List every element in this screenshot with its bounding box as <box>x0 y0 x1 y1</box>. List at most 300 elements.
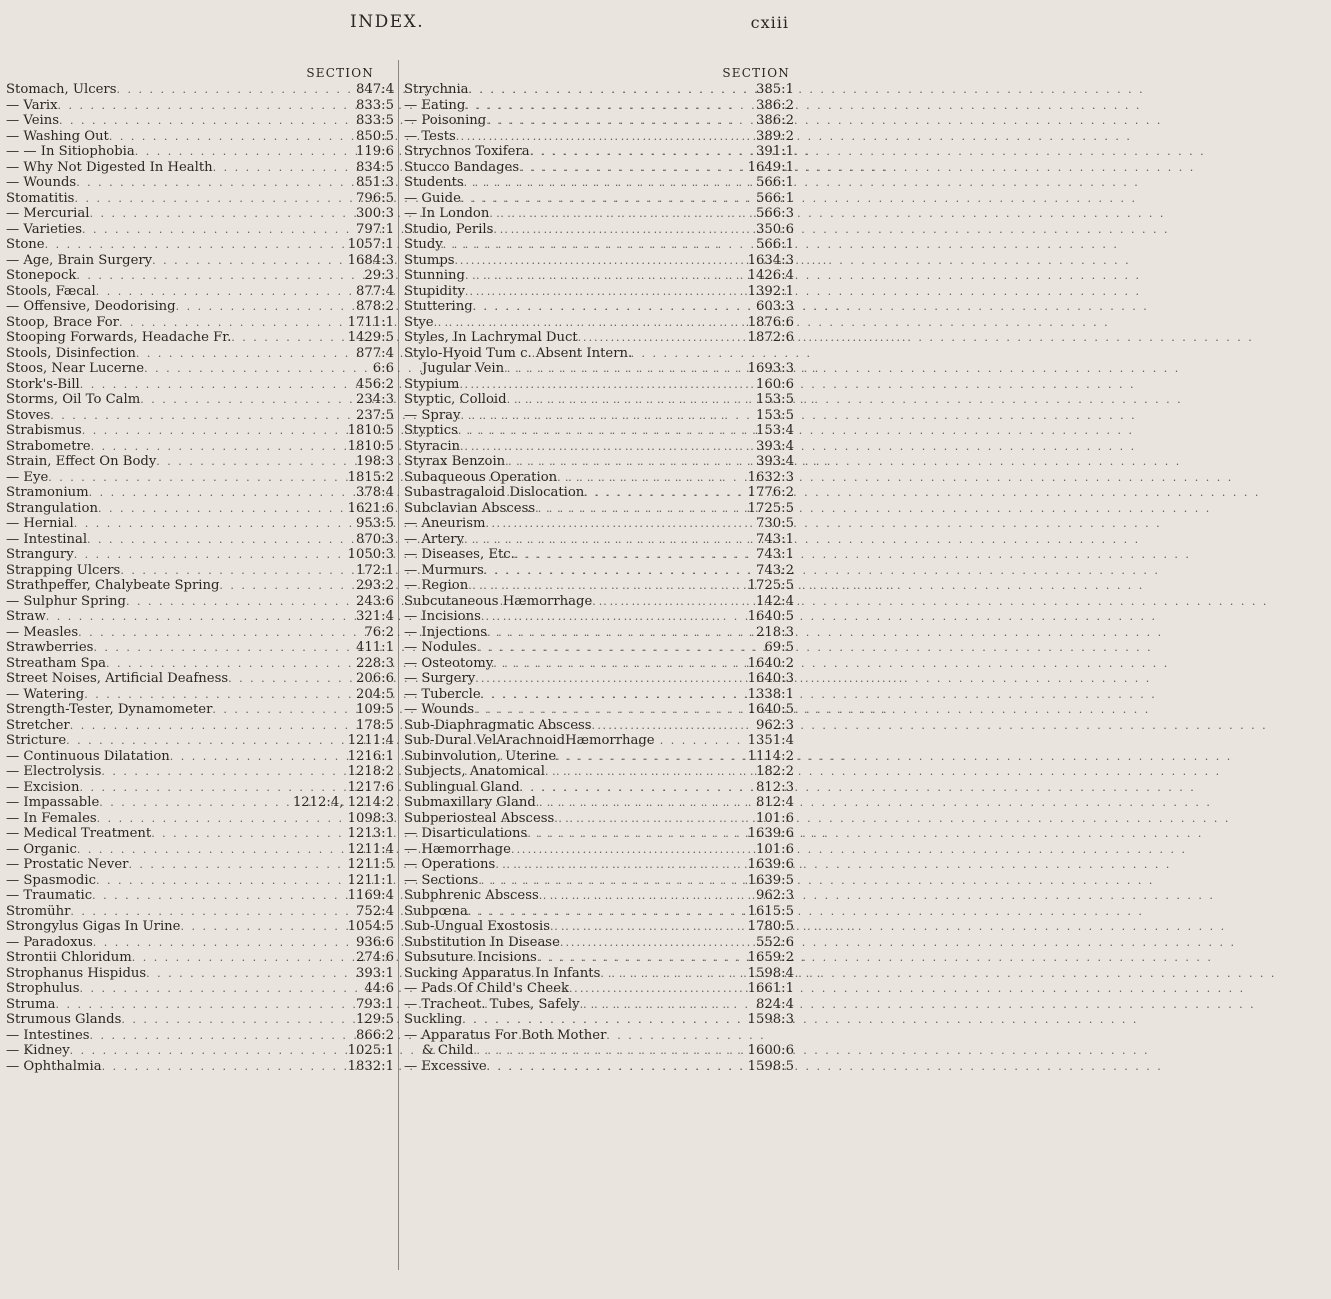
index-entry <box>404 826 794 842</box>
dot-leader <box>592 594 752 610</box>
section-reference: 321:4 <box>355 609 394 624</box>
index-entry <box>6 687 394 703</box>
index-term: Subclavian Abscess <box>404 500 536 516</box>
index-term: — Artery <box>404 531 465 547</box>
dot-leader <box>212 702 352 718</box>
section-reference: 936:6 <box>355 934 394 950</box>
section-reference: 552:6 <box>755 934 794 950</box>
dot-leader <box>475 671 743 687</box>
index-term: — Diseases, Etc. <box>404 547 515 562</box>
right-column <box>404 64 794 1074</box>
dot-leader <box>98 501 344 517</box>
index-entry <box>6 1059 394 1075</box>
section-reference: 243:6 <box>355 593 394 609</box>
index-entry <box>6 857 394 873</box>
index-term: Streatham Spa <box>6 655 106 671</box>
section-reference: 29:3 <box>364 268 394 283</box>
index-entry <box>6 609 394 625</box>
right-entries <box>404 82 794 1074</box>
section-reference: 793:1 <box>355 996 394 1012</box>
section-reference: 1351:4 <box>747 733 794 748</box>
section-reference: 962:3 <box>755 888 794 903</box>
dot-leader <box>74 516 352 532</box>
section-reference: 1810:5 <box>347 423 394 438</box>
section-reference: 730:5 <box>755 516 794 531</box>
index-entry <box>404 671 794 687</box>
dot-leader <box>70 904 352 920</box>
index-entry <box>6 904 394 920</box>
section-reference: 456:2 <box>355 376 394 392</box>
index-term: — Excision <box>6 779 80 795</box>
dot-leader <box>59 113 352 129</box>
section-reference: 206:6 <box>355 671 394 686</box>
dot-leader <box>117 82 352 98</box>
index-term: — Impassable <box>6 795 100 810</box>
index-entry <box>404 268 794 284</box>
dot-leader <box>464 175 752 191</box>
section-reference: 834:5 <box>355 159 394 175</box>
dot-leader <box>493 222 752 238</box>
index-entry <box>6 330 394 346</box>
index-entry <box>6 826 394 842</box>
dot-leader <box>170 749 344 765</box>
section-reference: 877:4 <box>355 283 394 299</box>
left-entries <box>6 82 394 1074</box>
dot-leader <box>231 330 343 346</box>
dot-leader <box>557 470 743 486</box>
section-reference: 851:3 <box>355 175 394 190</box>
section-reference: 962:3 <box>755 717 794 733</box>
section-reference: 833:5 <box>355 113 394 128</box>
dot-leader <box>535 501 743 517</box>
dot-leader <box>545 764 752 780</box>
index-term: — Tests <box>404 128 456 144</box>
index-entry <box>404 408 794 424</box>
section-reference: 1872:6 <box>747 330 794 345</box>
index-term: — Kidney <box>6 1043 70 1058</box>
index-term: — Nodules <box>404 640 477 655</box>
section-reference: 6:6 <box>372 361 394 376</box>
dot-leader <box>465 268 744 284</box>
section-reference: 1876:6 <box>747 314 794 330</box>
section-reference: 172:1 <box>355 562 394 578</box>
index-entry <box>404 966 794 982</box>
dot-leader <box>460 408 752 424</box>
dot-leader <box>481 687 744 703</box>
section-reference: 1050:3 <box>347 547 394 562</box>
dot-leader <box>443 237 752 253</box>
section-reference: 182:2 <box>755 764 794 779</box>
index-term: — Eye <box>6 469 49 485</box>
section-reference: 796:5 <box>355 190 394 206</box>
dot-leader <box>507 392 752 408</box>
dot-leader <box>580 997 752 1013</box>
dot-leader <box>66 733 343 749</box>
index-entry <box>6 144 394 160</box>
dot-leader <box>458 423 752 439</box>
index-term: Stuttering <box>404 299 473 314</box>
dot-leader <box>97 811 344 827</box>
section-reference: 274:6 <box>355 950 394 965</box>
index-entry <box>404 191 794 207</box>
section-reference: 1640:3 <box>747 671 794 686</box>
index-term: — Medical Treatment <box>6 826 152 841</box>
index-entry <box>404 702 794 718</box>
dot-leader <box>486 113 752 129</box>
section-reference: 1338:1 <box>747 686 794 702</box>
dot-leader <box>126 594 352 610</box>
index-entry <box>404 935 794 951</box>
section-reference: 142:4 <box>755 593 794 609</box>
index-term: Subaqueous Operation <box>404 469 558 485</box>
index-term: Strychnos Toxifera <box>404 144 530 159</box>
section-reference: 1634:3 <box>747 252 794 268</box>
dot-leader <box>74 547 344 563</box>
index-term: — Watering <box>6 686 85 702</box>
index-entry <box>404 687 794 703</box>
section-reference: 411:1 <box>355 640 394 655</box>
section-reference: 1621:6 <box>347 500 394 516</box>
index-term: — Why Not Digested In Health <box>6 159 213 175</box>
dot-leader <box>468 578 743 594</box>
dot-leader <box>128 857 343 873</box>
section-reference: 1025:1 <box>347 1043 394 1058</box>
section-reference: 850:5 <box>355 128 394 144</box>
dot-leader <box>495 857 743 873</box>
dot-leader <box>213 160 352 176</box>
index-term: Study <box>404 237 443 252</box>
section-reference: 566:1 <box>755 175 794 190</box>
index-term: — Organic <box>6 841 77 857</box>
index-term: Sub-Diaphragmatic Abscess <box>404 717 592 733</box>
index-entry <box>6 315 394 331</box>
section-reference: 1218:2 <box>347 764 394 779</box>
section-reference: 198:3 <box>355 454 394 469</box>
index-entry <box>6 547 394 563</box>
index-entry <box>6 423 394 439</box>
section-reference: 1815:2 <box>347 469 394 485</box>
index-term: Stromühr <box>6 903 71 919</box>
index-term: Submaxillary Gland <box>404 795 536 810</box>
dot-leader <box>152 253 343 269</box>
dot-leader <box>109 129 352 145</box>
index-entry <box>6 113 394 129</box>
section-reference: 1632:3 <box>747 469 794 485</box>
dot-leader <box>537 950 744 966</box>
section-reference: 1211:4 <box>347 841 394 857</box>
index-entry <box>404 222 794 238</box>
index-term: — Mercurial <box>6 206 90 221</box>
index-term: — Age, Brain Surgery <box>6 252 153 268</box>
index-term: — Surgery <box>404 671 476 686</box>
index-entry <box>404 1012 794 1028</box>
dot-leader <box>505 454 752 470</box>
index-term: — Varix <box>6 97 58 113</box>
index-term: Storms, Oil To Calm <box>6 392 141 407</box>
index-entry <box>404 578 794 594</box>
index-term: Strapping Ulcers <box>6 562 121 578</box>
dot-leader <box>176 299 352 315</box>
index-term: — Spray <box>404 407 461 423</box>
section-reference: 204:5 <box>355 686 394 702</box>
index-term: Subpœna <box>404 903 468 919</box>
index-term: Subjects, Anatomical <box>404 764 546 779</box>
index-entry <box>404 98 794 114</box>
index-term: — In London <box>404 206 490 221</box>
section-reference: 389:2 <box>755 128 794 144</box>
section-reference: 178:5 <box>355 717 394 733</box>
index-term: Stupidity <box>404 283 465 299</box>
left-column <box>6 64 394 1074</box>
section-reference: 953:5 <box>355 516 394 531</box>
section-reference: 1640:2 <box>747 655 794 671</box>
index-entry <box>6 485 394 501</box>
index-entry <box>6 1043 394 1059</box>
index-entry <box>6 175 394 191</box>
index-term: Strawberries <box>6 640 94 655</box>
index-entry <box>404 82 794 98</box>
index-term: Subsuture Incisions <box>404 950 537 965</box>
index-term: — Osteotomy <box>404 655 494 671</box>
index-entry <box>6 950 394 966</box>
index-entry <box>404 361 794 377</box>
index-entry <box>404 640 794 656</box>
index-term: Stramonium <box>6 485 89 500</box>
dot-leader <box>58 98 352 114</box>
dot-leader <box>434 315 744 331</box>
section-reference: 1661:1 <box>747 981 794 996</box>
index-term: Stomatitis <box>6 190 75 206</box>
index-term: — Poisoning <box>404 113 487 128</box>
index-term: — Guide <box>404 190 461 206</box>
index-entry <box>404 439 794 455</box>
index-term: Stools, Disinfection <box>6 345 136 361</box>
section-reference: 1693:3 <box>747 361 794 376</box>
index-entry <box>6 346 394 362</box>
index-entry <box>6 516 394 532</box>
section-reference: 1639:6 <box>747 857 794 872</box>
index-entry <box>404 888 794 904</box>
index-term: Sub-Dural VelArachnoidHæmorrhage <box>404 733 655 748</box>
section-reference: 101:6 <box>755 810 794 826</box>
index-entry <box>6 206 394 222</box>
index-term: Strongylus Gigas In Urine <box>6 919 181 934</box>
index-term: — Eating <box>404 97 466 113</box>
index-entry <box>6 501 394 517</box>
dot-leader <box>511 842 752 858</box>
dot-leader <box>102 1059 344 1075</box>
index-entry <box>404 330 794 346</box>
index-term: Suckling <box>404 1012 463 1027</box>
section-reference: 153:5 <box>755 392 794 407</box>
index-entry <box>404 501 794 517</box>
section-reference: 1057:1 <box>347 237 394 252</box>
index-term: Strain, Effect On Body <box>6 454 157 469</box>
dot-leader <box>101 764 343 780</box>
index-term: Substitution In Disease <box>404 934 560 950</box>
index-term: Styles, In Lachrymal Duct <box>404 330 578 345</box>
index-term: Strabometre <box>6 438 91 454</box>
dot-leader <box>520 780 752 796</box>
section-column-label: SECTION <box>722 66 790 80</box>
section-reference: 1212:4, 1214:2 <box>292 795 394 810</box>
section-reference: 866:2 <box>355 1027 394 1043</box>
index-entry <box>404 749 794 765</box>
section-reference: 566:1 <box>755 237 794 252</box>
index-entry <box>404 237 794 253</box>
index-entry <box>404 1028 794 1044</box>
index-term: Stumps <box>404 252 455 268</box>
dot-leader <box>93 935 352 951</box>
dot-leader <box>76 268 360 284</box>
running-title: INDEX. <box>350 12 425 32</box>
dot-leader <box>121 1012 352 1028</box>
section-reference: 833:5 <box>355 97 394 113</box>
index-entry <box>404 873 794 889</box>
index-entry <box>404 764 794 780</box>
index-entry <box>404 997 794 1013</box>
dot-leader <box>460 439 752 455</box>
section-reference: 129:5 <box>355 1012 394 1027</box>
dot-leader <box>592 718 752 734</box>
index-entry <box>404 950 794 966</box>
section-reference: 1098:3 <box>347 810 394 826</box>
index-entry <box>6 191 394 207</box>
section-reference: 101:6 <box>755 841 794 857</box>
index-entry <box>404 470 794 486</box>
index-entry <box>6 625 394 641</box>
dot-leader <box>50 408 352 424</box>
index-term: — Murmurs <box>404 562 484 578</box>
dot-leader <box>515 547 752 563</box>
page-number: cxiii <box>750 13 789 32</box>
dot-leader <box>87 532 352 548</box>
section-reference: 1639:6 <box>747 826 794 841</box>
index-entry <box>6 718 394 734</box>
section-reference: 1429:5 <box>347 330 394 345</box>
section-reference: 847:4 <box>355 82 394 97</box>
index-entry <box>6 764 394 780</box>
index-entry <box>6 284 394 300</box>
dot-leader <box>77 842 344 858</box>
index-term: — In Females <box>6 810 97 826</box>
dot-leader <box>78 625 360 641</box>
section-reference: 69:5 <box>764 640 794 655</box>
dot-leader <box>456 129 752 145</box>
index-term: Struma <box>6 996 56 1012</box>
dot-leader <box>569 981 744 997</box>
section-reference: 76:2 <box>364 624 394 640</box>
section-reference: 234:3 <box>355 392 394 407</box>
section-reference: 1114:2 <box>747 748 794 764</box>
index-entry <box>6 919 394 935</box>
index-term: Subastragaloid Dislocation <box>404 485 585 500</box>
index-term: Stoves <box>6 407 51 423</box>
index-term: Sublingual Gland <box>404 779 520 795</box>
index-entry <box>6 888 394 904</box>
section-reference: 386:2 <box>755 97 794 113</box>
index-term: — Wounds <box>6 175 77 190</box>
index-term: — Continuous Dilatation <box>6 748 170 764</box>
index-term: — Intestines <box>6 1027 90 1043</box>
index-term: Styptics <box>404 423 458 438</box>
dot-leader <box>144 361 369 377</box>
index-entry <box>404 377 794 393</box>
index-entry <box>6 780 394 796</box>
section-reference: 566:3 <box>755 206 794 221</box>
dot-leader <box>560 935 752 951</box>
index-term: Strumous Glands <box>6 1012 122 1027</box>
dot-leader <box>536 795 752 811</box>
dot-leader <box>481 609 744 625</box>
section-reference: 393:4 <box>755 438 794 454</box>
dot-leader <box>474 702 743 718</box>
dot-leader <box>76 175 352 191</box>
index-entry <box>404 919 794 935</box>
section-reference: 603:3 <box>755 299 794 314</box>
section-reference: 153:4 <box>755 423 794 438</box>
section-reference: 1832:1 <box>347 1058 394 1074</box>
index-term: — Sections <box>404 872 479 888</box>
section-reference: 393:4 <box>755 454 794 469</box>
index-term: — Operations <box>404 857 496 872</box>
dot-leader <box>84 687 352 703</box>
dot-leader <box>151 826 343 842</box>
dot-leader <box>473 1043 743 1059</box>
dot-leader <box>140 392 352 408</box>
index-entry <box>6 811 394 827</box>
index-term: Strangulation <box>6 500 98 516</box>
index-term: Stomach, Ulcers <box>6 82 117 97</box>
section-reference: 119:6 <box>355 144 394 159</box>
index-entry <box>6 361 394 377</box>
index-term: Strangury <box>6 547 74 562</box>
dot-leader <box>156 454 352 470</box>
index-term: — Hernial <box>6 516 74 531</box>
index-term: — Prostatic Never <box>6 857 129 872</box>
section-reference: 1211:1 <box>347 872 394 888</box>
dot-leader <box>80 377 352 393</box>
index-term: Sucking Apparatus In Infants <box>404 965 601 981</box>
index-term: — — In Sitiophobia <box>6 144 135 159</box>
section-reference: 743:2 <box>755 562 794 578</box>
section-reference: 878:2 <box>355 299 394 314</box>
section-reference: 1684:3 <box>347 252 394 268</box>
index-term: — Apparatus For Both Mother <box>404 1027 607 1043</box>
dot-leader <box>48 470 343 486</box>
index-term: — Tubercle <box>404 686 481 702</box>
section-reference: 1598:3 <box>747 1012 794 1027</box>
index-entry <box>404 485 794 501</box>
index-term: Subcutaneous Hæmorrhage <box>404 593 593 609</box>
index-entry <box>404 1043 794 1059</box>
index-term: Studio, Perils <box>404 221 494 237</box>
section-reference: 1217:6 <box>347 779 394 795</box>
index-term: Styrax Benzoin <box>404 454 506 469</box>
index-entry <box>6 1028 394 1044</box>
dot-leader <box>132 950 352 966</box>
dot-leader <box>70 1043 344 1059</box>
index-term: — Hæmorrhage <box>404 841 511 857</box>
index-entry <box>404 315 794 331</box>
index-entry <box>404 795 794 811</box>
index-entry <box>404 423 794 439</box>
dot-leader <box>106 656 352 672</box>
index-entry <box>6 268 394 284</box>
index-term: Styptic, Colloid <box>404 392 507 407</box>
dot-leader <box>554 811 752 827</box>
dot-leader <box>219 578 352 594</box>
